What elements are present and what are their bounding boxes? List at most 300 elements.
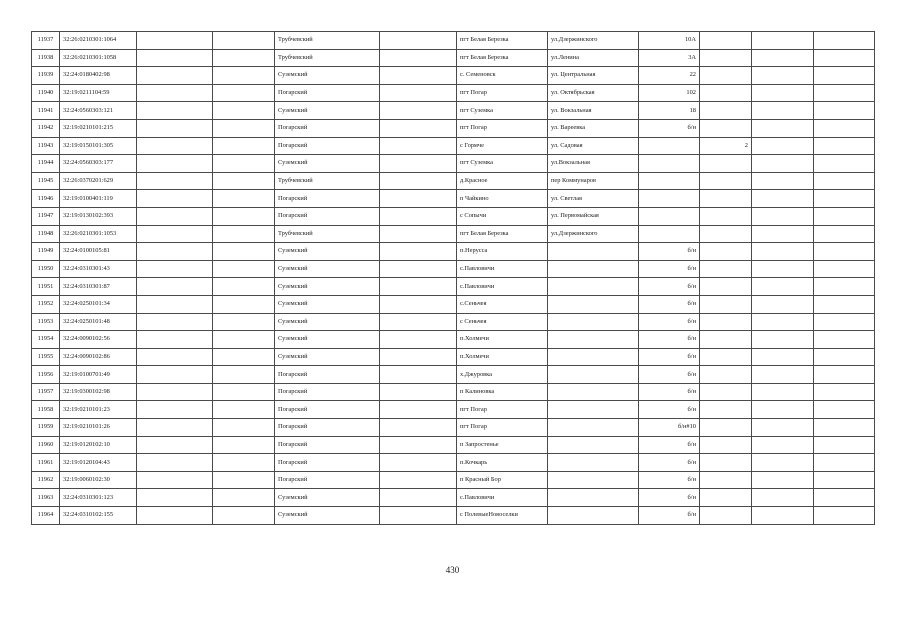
cell-empty bbox=[814, 67, 875, 85]
cell-district: Суземский bbox=[275, 313, 380, 331]
cell-district: Погарский bbox=[275, 383, 380, 401]
cell-empty bbox=[814, 243, 875, 261]
cell-street bbox=[548, 295, 639, 313]
cell-house: б/н bbox=[639, 313, 700, 331]
cell-district: Трубчевский bbox=[275, 172, 380, 190]
cell-row-number: 11952 bbox=[32, 295, 60, 313]
table-row bbox=[32, 207, 875, 225]
cell-empty bbox=[814, 436, 875, 454]
cell-empty bbox=[380, 32, 457, 50]
cell-street bbox=[548, 313, 639, 331]
table-row bbox=[32, 489, 875, 507]
cell-house bbox=[639, 225, 700, 243]
cell-empty bbox=[752, 49, 814, 67]
cell-house: б/н bbox=[639, 436, 700, 454]
cell-row-number: 11964 bbox=[32, 507, 60, 525]
table-row bbox=[32, 84, 875, 102]
cell-empty bbox=[814, 383, 875, 401]
cell-cadastral-number: 32:24:0100105:81 bbox=[60, 243, 137, 261]
cell-settlement: пгт Суземка bbox=[457, 102, 548, 120]
cell-district: Трубчевский bbox=[275, 49, 380, 67]
cell-street bbox=[548, 260, 639, 278]
cell-row-number: 11944 bbox=[32, 155, 60, 173]
cell-empty bbox=[213, 507, 275, 525]
cell-street: ул.Дзержинского bbox=[548, 32, 639, 50]
cell-district: Погарский bbox=[275, 401, 380, 419]
cell-empty bbox=[213, 401, 275, 419]
cell-empty bbox=[137, 419, 213, 437]
cell-district: Суземский bbox=[275, 243, 380, 261]
cell-house bbox=[639, 190, 700, 208]
cell-extra bbox=[700, 366, 752, 384]
cell-empty bbox=[752, 155, 814, 173]
cell-empty bbox=[752, 172, 814, 190]
cell-empty bbox=[752, 313, 814, 331]
cell-settlement: п.Кочкарь bbox=[457, 454, 548, 472]
cell-extra bbox=[700, 49, 752, 67]
cell-row-number: 11942 bbox=[32, 119, 60, 137]
cell-empty bbox=[137, 260, 213, 278]
table-row bbox=[32, 401, 875, 419]
cell-cadastral-number: 32:24:0560303:121 bbox=[60, 102, 137, 120]
cell-extra bbox=[700, 383, 752, 401]
cell-cadastral-number: 32:24:0310301:87 bbox=[60, 278, 137, 296]
cell-street: пер Коммунаров bbox=[548, 172, 639, 190]
table-row bbox=[32, 190, 875, 208]
cell-house: б/н bbox=[639, 243, 700, 261]
cell-empty bbox=[814, 102, 875, 120]
cell-empty bbox=[380, 366, 457, 384]
cell-row-number: 11963 bbox=[32, 489, 60, 507]
cell-cadastral-number: 32:26:0210301:1058 bbox=[60, 49, 137, 67]
cell-extra bbox=[700, 190, 752, 208]
cell-street: ул. Светлая bbox=[548, 190, 639, 208]
cell-empty bbox=[137, 172, 213, 190]
cell-house: б/н bbox=[639, 331, 700, 349]
cell-house: 22 bbox=[639, 67, 700, 85]
cell-settlement: х.Джуровка bbox=[457, 366, 548, 384]
cell-extra bbox=[700, 119, 752, 137]
cell-house: б/н bbox=[639, 383, 700, 401]
cell-extra bbox=[700, 313, 752, 331]
cell-house bbox=[639, 155, 700, 173]
cell-cadastral-number: 32:24:0560303:177 bbox=[60, 155, 137, 173]
cell-row-number: 11948 bbox=[32, 225, 60, 243]
cell-empty bbox=[814, 32, 875, 50]
cell-empty bbox=[213, 190, 275, 208]
cell-row-number: 11949 bbox=[32, 243, 60, 261]
cell-district: Погарский bbox=[275, 419, 380, 437]
cell-empty bbox=[213, 489, 275, 507]
cell-street bbox=[548, 278, 639, 296]
cell-row-number: 11957 bbox=[32, 383, 60, 401]
cell-street bbox=[548, 436, 639, 454]
cell-empty bbox=[752, 489, 814, 507]
cell-empty bbox=[814, 489, 875, 507]
cell-extra bbox=[700, 278, 752, 296]
cell-house: б/н bbox=[639, 348, 700, 366]
cell-cadastral-number: 32:24:0250101:48 bbox=[60, 313, 137, 331]
cell-house: б/н bbox=[639, 366, 700, 384]
cell-settlement: пгт Белая Березка bbox=[457, 49, 548, 67]
cell-street bbox=[548, 366, 639, 384]
cell-extra bbox=[700, 243, 752, 261]
cell-cadastral-number: 32:19:0211104:59 bbox=[60, 84, 137, 102]
cell-empty bbox=[380, 489, 457, 507]
cell-district: Погарский bbox=[275, 119, 380, 137]
cell-street: ул.Дзержинского bbox=[548, 225, 639, 243]
cell-house: б/н bbox=[639, 119, 700, 137]
table-row bbox=[32, 278, 875, 296]
cell-empty bbox=[380, 278, 457, 296]
cell-empty bbox=[137, 507, 213, 525]
cell-empty bbox=[137, 331, 213, 349]
cell-empty bbox=[137, 190, 213, 208]
cell-empty bbox=[752, 471, 814, 489]
cell-district: Суземский bbox=[275, 155, 380, 173]
cell-row-number: 11947 bbox=[32, 207, 60, 225]
table-row bbox=[32, 243, 875, 261]
cell-district: Суземский bbox=[275, 278, 380, 296]
table-row bbox=[32, 137, 875, 155]
cell-house: б/н bbox=[639, 260, 700, 278]
cell-empty bbox=[380, 419, 457, 437]
cell-empty bbox=[213, 119, 275, 137]
cell-extra bbox=[700, 260, 752, 278]
cell-empty bbox=[213, 225, 275, 243]
cell-settlement: пгт Белая Березка bbox=[457, 32, 548, 50]
table-row bbox=[32, 49, 875, 67]
cell-empty bbox=[752, 84, 814, 102]
cell-settlement: с Гормче bbox=[457, 137, 548, 155]
cell-empty bbox=[380, 172, 457, 190]
cell-extra bbox=[700, 207, 752, 225]
cell-empty bbox=[380, 84, 457, 102]
cell-settlement: с.Павловичи bbox=[457, 489, 548, 507]
table-row bbox=[32, 172, 875, 190]
cell-empty bbox=[752, 507, 814, 525]
table-row bbox=[32, 32, 875, 50]
table-row bbox=[32, 313, 875, 331]
cell-empty bbox=[137, 489, 213, 507]
cell-settlement: п Запростенье bbox=[457, 436, 548, 454]
cell-district: Суземский bbox=[275, 489, 380, 507]
cell-extra: 2 bbox=[700, 137, 752, 155]
cell-street bbox=[548, 454, 639, 472]
cell-settlement: с. Семеновск bbox=[457, 67, 548, 85]
table-row bbox=[32, 155, 875, 173]
table-row bbox=[32, 260, 875, 278]
cell-row-number: 11943 bbox=[32, 137, 60, 155]
cell-cadastral-number: 32:26:0370201:629 bbox=[60, 172, 137, 190]
cell-settlement: с Сеньчея bbox=[457, 313, 548, 331]
cell-empty bbox=[814, 507, 875, 525]
cell-row-number: 11961 bbox=[32, 454, 60, 472]
cell-empty bbox=[380, 313, 457, 331]
cell-extra bbox=[700, 471, 752, 489]
cell-empty bbox=[213, 137, 275, 155]
cell-empty bbox=[137, 137, 213, 155]
cell-cadastral-number: 32:19:0120104:43 bbox=[60, 454, 137, 472]
cell-extra bbox=[700, 419, 752, 437]
cell-empty bbox=[213, 32, 275, 50]
cell-empty bbox=[814, 207, 875, 225]
cell-empty bbox=[137, 436, 213, 454]
cell-district: Суземский bbox=[275, 260, 380, 278]
cell-empty bbox=[137, 67, 213, 85]
cell-empty bbox=[213, 172, 275, 190]
cell-empty bbox=[814, 84, 875, 102]
cell-extra bbox=[700, 102, 752, 120]
table-row bbox=[32, 67, 875, 85]
cell-street bbox=[548, 507, 639, 525]
cell-street bbox=[548, 348, 639, 366]
cell-street bbox=[548, 401, 639, 419]
cell-empty bbox=[752, 436, 814, 454]
cell-empty bbox=[380, 155, 457, 173]
cell-house: б/н bbox=[639, 401, 700, 419]
cell-extra bbox=[700, 84, 752, 102]
cell-empty bbox=[814, 260, 875, 278]
cell-district: Погарский bbox=[275, 190, 380, 208]
cell-house: 3А bbox=[639, 49, 700, 67]
cell-empty bbox=[137, 243, 213, 261]
cell-empty bbox=[752, 366, 814, 384]
cell-row-number: 11960 bbox=[32, 436, 60, 454]
cell-empty bbox=[380, 331, 457, 349]
cell-empty bbox=[814, 313, 875, 331]
cell-empty bbox=[814, 331, 875, 349]
cell-empty bbox=[752, 260, 814, 278]
cell-settlement: п.Холмечи bbox=[457, 348, 548, 366]
table-row bbox=[32, 119, 875, 137]
cell-extra bbox=[700, 172, 752, 190]
cell-empty bbox=[213, 436, 275, 454]
cell-cadastral-number: 32:24:0310301:43 bbox=[60, 260, 137, 278]
cell-empty bbox=[137, 32, 213, 50]
cell-extra bbox=[700, 454, 752, 472]
cell-empty bbox=[213, 419, 275, 437]
cell-cadastral-number: 32:19:0060102:30 bbox=[60, 471, 137, 489]
cell-street bbox=[548, 331, 639, 349]
cell-extra bbox=[700, 401, 752, 419]
cell-cadastral-number: 32:24:0090102:56 bbox=[60, 331, 137, 349]
cell-empty bbox=[213, 295, 275, 313]
cell-extra bbox=[700, 507, 752, 525]
cell-district: Погарский bbox=[275, 207, 380, 225]
cell-settlement: п Красный Бор bbox=[457, 471, 548, 489]
cell-empty bbox=[137, 49, 213, 67]
cell-empty bbox=[752, 225, 814, 243]
cell-district: Погарский bbox=[275, 84, 380, 102]
cell-empty bbox=[213, 102, 275, 120]
cell-empty bbox=[137, 401, 213, 419]
cell-cadastral-number: 32:19:0100701:49 bbox=[60, 366, 137, 384]
cell-cadastral-number: 32:19:0120102:10 bbox=[60, 436, 137, 454]
cell-district: Погарский bbox=[275, 436, 380, 454]
cell-empty bbox=[380, 102, 457, 120]
cell-house: б/н bbox=[639, 278, 700, 296]
cell-empty bbox=[213, 243, 275, 261]
table-row bbox=[32, 331, 875, 349]
cell-empty bbox=[213, 454, 275, 472]
cell-row-number: 11938 bbox=[32, 49, 60, 67]
table-row bbox=[32, 102, 875, 120]
cell-empty bbox=[137, 313, 213, 331]
cell-row-number: 11956 bbox=[32, 366, 60, 384]
cell-empty bbox=[814, 348, 875, 366]
cell-house: б/н bbox=[639, 507, 700, 525]
cell-empty bbox=[213, 207, 275, 225]
cell-extra bbox=[700, 489, 752, 507]
cell-district: Суземский bbox=[275, 67, 380, 85]
cell-house: 102 bbox=[639, 84, 700, 102]
cell-empty bbox=[137, 383, 213, 401]
cell-district: Суземский bbox=[275, 331, 380, 349]
cell-cadastral-number: 32:26:0210301:1053 bbox=[60, 225, 137, 243]
cell-settlement: п.Холмечи bbox=[457, 331, 548, 349]
cell-empty bbox=[213, 278, 275, 296]
cell-district: Погарский bbox=[275, 137, 380, 155]
cell-empty bbox=[137, 207, 213, 225]
cell-empty bbox=[137, 225, 213, 243]
cell-settlement: с.Сеньчея bbox=[457, 295, 548, 313]
cell-empty bbox=[814, 49, 875, 67]
cell-row-number: 11959 bbox=[32, 419, 60, 437]
cell-empty bbox=[213, 155, 275, 173]
table-row bbox=[32, 419, 875, 437]
cell-empty bbox=[213, 84, 275, 102]
cell-district: Суземский bbox=[275, 295, 380, 313]
cell-house: б/н bbox=[639, 471, 700, 489]
cell-empty bbox=[213, 366, 275, 384]
cell-house bbox=[639, 207, 700, 225]
cell-empty bbox=[752, 401, 814, 419]
cell-empty bbox=[380, 225, 457, 243]
cell-empty bbox=[814, 366, 875, 384]
cell-extra bbox=[700, 436, 752, 454]
cell-cadastral-number: 32:24:0090102:86 bbox=[60, 348, 137, 366]
cell-cadastral-number: 32:19:0210101:23 bbox=[60, 401, 137, 419]
cell-cadastral-number: 32:26:0210301:1064 bbox=[60, 32, 137, 50]
cell-district: Погарский bbox=[275, 471, 380, 489]
cell-empty bbox=[752, 383, 814, 401]
cell-settlement: с.Павловичи bbox=[457, 278, 548, 296]
cell-empty bbox=[752, 348, 814, 366]
cell-cadastral-number: 32:24:0250101:34 bbox=[60, 295, 137, 313]
cell-empty bbox=[380, 67, 457, 85]
table-body bbox=[32, 32, 875, 525]
cell-empty bbox=[137, 102, 213, 120]
table-row bbox=[32, 383, 875, 401]
cell-street bbox=[548, 489, 639, 507]
cell-row-number: 11950 bbox=[32, 260, 60, 278]
cell-empty bbox=[814, 401, 875, 419]
cell-empty bbox=[380, 190, 457, 208]
cell-empty bbox=[213, 331, 275, 349]
page-number: 430 bbox=[445, 565, 460, 575]
cell-cadastral-number: 32:19:0210101:215 bbox=[60, 119, 137, 137]
cell-empty bbox=[752, 454, 814, 472]
cell-row-number: 11962 bbox=[32, 471, 60, 489]
cell-empty bbox=[752, 278, 814, 296]
cell-cadastral-number: 32:24:0180402:98 bbox=[60, 67, 137, 85]
cell-extra bbox=[700, 331, 752, 349]
cell-house: б/н bbox=[639, 489, 700, 507]
cell-district: Суземский bbox=[275, 348, 380, 366]
table-row bbox=[32, 348, 875, 366]
table-row bbox=[32, 366, 875, 384]
cell-empty bbox=[137, 454, 213, 472]
cell-empty bbox=[380, 260, 457, 278]
cell-settlement: п Чайкино bbox=[457, 190, 548, 208]
cell-settlement: с.Павловичи bbox=[457, 260, 548, 278]
cell-settlement: пгт Суземка bbox=[457, 155, 548, 173]
cell-empty bbox=[752, 419, 814, 437]
cell-empty bbox=[752, 119, 814, 137]
table-row bbox=[32, 295, 875, 313]
table-row bbox=[32, 471, 875, 489]
cell-cadastral-number: 32:19:0300102:98 bbox=[60, 383, 137, 401]
cell-street bbox=[548, 243, 639, 261]
cell-empty bbox=[752, 207, 814, 225]
cell-empty bbox=[213, 67, 275, 85]
cell-empty bbox=[814, 137, 875, 155]
cell-empty bbox=[137, 119, 213, 137]
cell-district: Суземский bbox=[275, 507, 380, 525]
cell-empty bbox=[380, 137, 457, 155]
cell-empty bbox=[137, 348, 213, 366]
cell-empty bbox=[814, 190, 875, 208]
cell-row-number: 11955 bbox=[32, 348, 60, 366]
cell-empty bbox=[380, 348, 457, 366]
cell-street bbox=[548, 383, 639, 401]
cell-empty bbox=[380, 507, 457, 525]
cell-empty bbox=[213, 260, 275, 278]
cell-empty bbox=[380, 383, 457, 401]
cell-row-number: 11940 bbox=[32, 84, 60, 102]
cell-empty bbox=[380, 295, 457, 313]
cell-street: ул.Ленина bbox=[548, 49, 639, 67]
cell-empty bbox=[752, 243, 814, 261]
cell-empty bbox=[137, 278, 213, 296]
cell-settlement: с ПолевыеНовоселки bbox=[457, 507, 548, 525]
cell-empty bbox=[137, 84, 213, 102]
cell-house: б/н bbox=[639, 295, 700, 313]
cell-row-number: 11945 bbox=[32, 172, 60, 190]
cell-empty bbox=[380, 119, 457, 137]
cell-cadastral-number: 32:19:0100401:119 bbox=[60, 190, 137, 208]
table-row bbox=[32, 436, 875, 454]
cell-house bbox=[639, 172, 700, 190]
cell-empty bbox=[814, 454, 875, 472]
cell-street: ул. Первомайская bbox=[548, 207, 639, 225]
cell-settlement: пгт Погар bbox=[457, 119, 548, 137]
register-table bbox=[31, 31, 875, 525]
cell-street: ул. Вокзальная bbox=[548, 102, 639, 120]
cell-empty bbox=[814, 471, 875, 489]
cell-house: 10А bbox=[639, 32, 700, 50]
cell-district: Погарский bbox=[275, 454, 380, 472]
cell-settlement: пгт Белая Березка bbox=[457, 225, 548, 243]
cell-cadastral-number: 32:19:0130102:393 bbox=[60, 207, 137, 225]
cell-settlement: п.Нерусса bbox=[457, 243, 548, 261]
cell-extra bbox=[700, 32, 752, 50]
cell-extra bbox=[700, 67, 752, 85]
cell-empty bbox=[213, 348, 275, 366]
cell-settlement: п Калиновка bbox=[457, 383, 548, 401]
cell-empty bbox=[752, 137, 814, 155]
